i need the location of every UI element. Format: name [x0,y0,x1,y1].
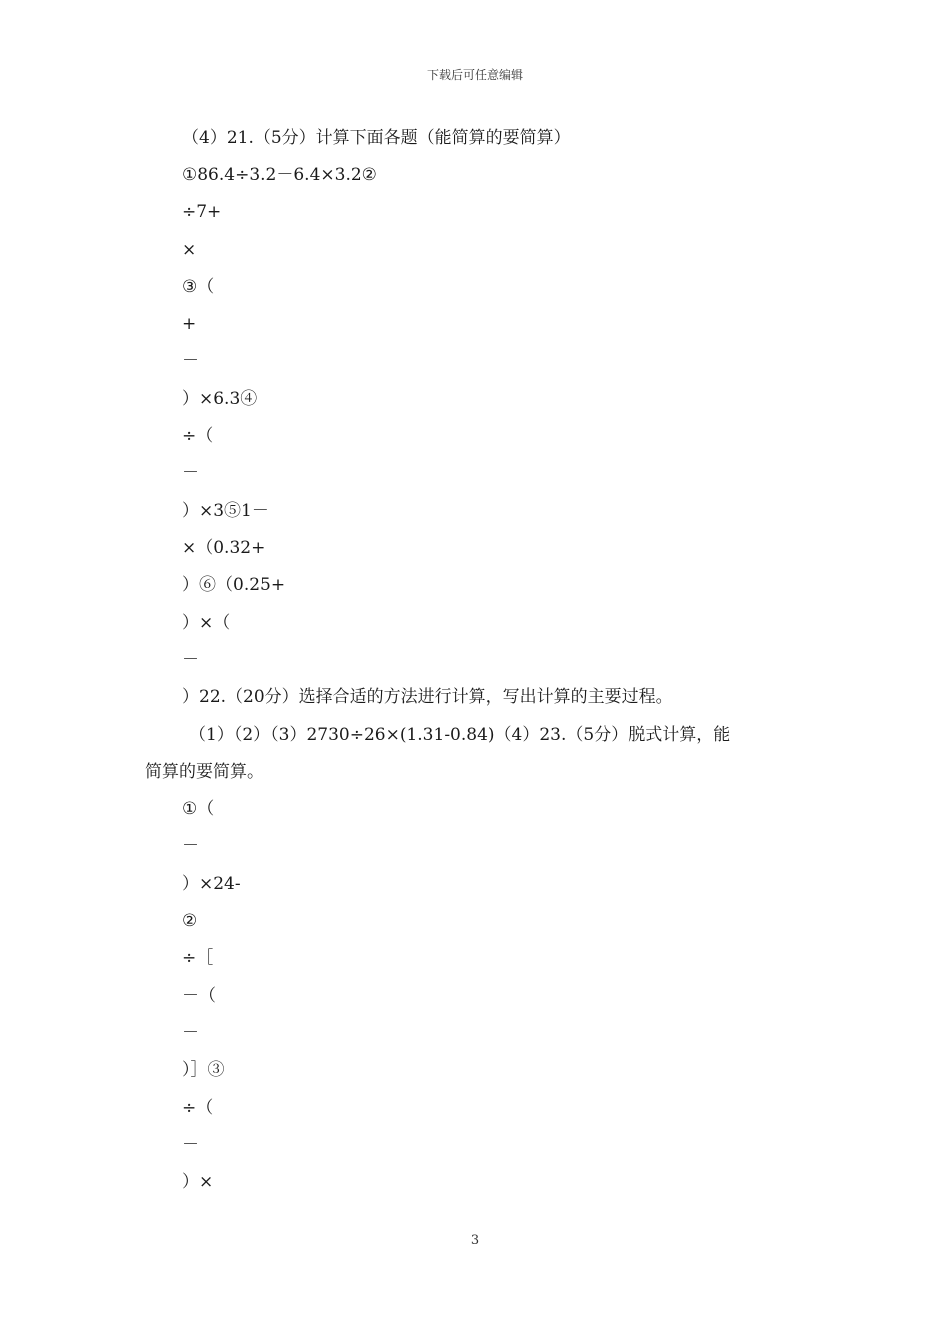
problem-line: ÷（ [182,426,214,446]
problem-line: ）×6.3④ [182,389,258,409]
problem-line: ÷7+ [182,202,222,222]
problem-line: ③（ [182,277,215,297]
page-number: 3 [470,1233,480,1248]
page-header: 下载后可任意编辑 [426,68,523,82]
problem-line: ）⑥（0.25+ [182,575,286,595]
problem-line: + [182,314,197,334]
problem-line: ）×（ [182,613,231,633]
problem-line: － [182,1135,199,1155]
problem-line: ）×3⑤1－ [182,501,269,521]
problem-line: ①（ [182,799,215,819]
problem-line: ①86.4÷3.2－6.4×3.2② [182,165,377,185]
problem-line: － [182,836,199,856]
problem-23-heading-cont: 简算的要简算。 [145,762,264,782]
problem-line: － [182,463,199,483]
problem-line: － [182,1023,199,1043]
problem-line: － [182,650,199,670]
problem-line: － [182,351,199,371]
problem-line: ）×24- [182,874,241,894]
problem-line: ② [182,911,198,931]
problem-line: ）× [182,1172,214,1192]
problem-line: －（ [182,986,216,1006]
problem-23-heading: （1）（2）（3）2730÷26×(1.31-0.84)（4）23.（5分）脱式计算，能 [189,725,731,745]
problem-22-heading: ）22.（20分）选择合适的方法进行计算，写出计算的主要过程。 [182,687,673,707]
problem-line: ÷［ [182,948,214,968]
problem-line: ×（0.32+ [182,538,266,558]
problem-line: × [182,240,197,260]
problem-line: ）］③ [182,1060,225,1080]
problem-21-heading: （4）21.（5分）计算下面各题（能简算的要简算） [182,128,571,148]
problem-line: ÷（ [182,1098,214,1118]
